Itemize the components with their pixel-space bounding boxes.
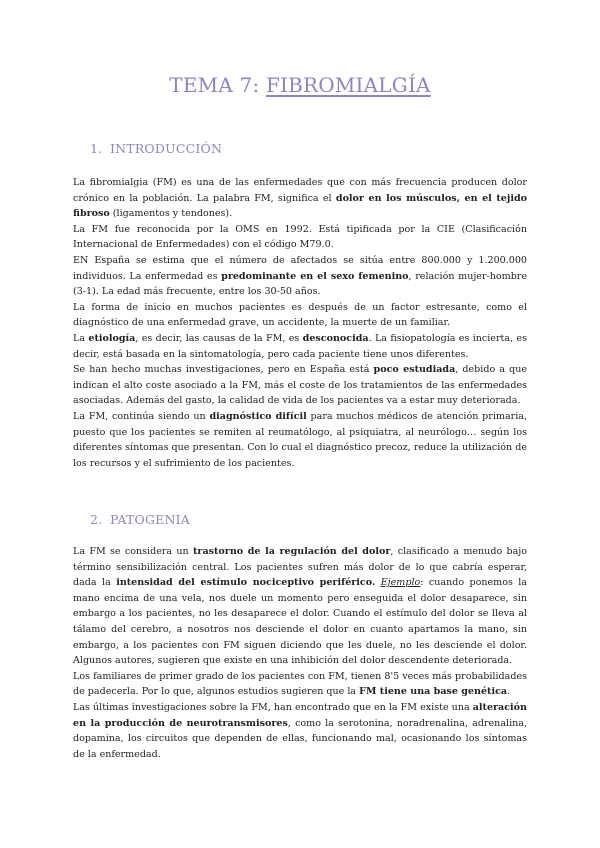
section-heading-introduccion (90, 141, 222, 156)
text-run: La fibromialgia (FM) es una de las enfermedades que con más frecuencia producen dolor crónico en la población. La palabra FM, significa el (73, 177, 527, 204)
bold-text: trastorno de la regulación del dolor (193, 546, 391, 557)
bold-text: FM tiene una base genética (359, 686, 508, 698)
italic-text: Ejemplo (380, 577, 421, 589)
title-prefix: TEMA 7: (169, 73, 266, 97)
text-run: La FM se considera un (73, 546, 194, 557)
title-main: FIBROMIALGÍA (265, 73, 431, 97)
text-run: . (507, 686, 511, 698)
section-heading-patogenia (90, 512, 190, 527)
paragraph (73, 409, 527, 471)
bold-text: etiología (88, 332, 136, 344)
text-run: La forma de inicio en muchos pacientes es después de un factor estresante, como el diagnóstico de una enfermedad grave, un accidente, la muerte de un familiar. (73, 301, 527, 329)
section-number: 2. (90, 512, 103, 527)
bold-text: predominante en el sexo femenino (221, 270, 409, 282)
bold-text: diagnóstico difícil (209, 410, 307, 422)
paragraph (73, 700, 527, 762)
text-run: . La fisiopatología es incierta, es decir, está basada en la sintomatología, pero cada paciente tiene unos diferentes. (73, 332, 527, 360)
section-title: INTRODUCCIÓN (110, 141, 223, 156)
bold-text: poco estudiada (373, 364, 456, 376)
paragraph (73, 175, 527, 222)
text-run: Las últimas investigaciones sobre la FM, han encontrado que en la FM existe una (73, 701, 473, 713)
section-number: 1. (90, 141, 103, 156)
section-title: PATOGENIA (110, 512, 191, 527)
text-run: Los familiares de primer grado de los pacientes con FM, tienen 8'5 veces más probabilidades de padecerla. Por lo que, algunos estudios sugieren que la (73, 670, 527, 698)
paragraph (73, 300, 527, 331)
text-run: La (73, 332, 89, 344)
text-run: , es decir, las causas de la FM, es (135, 332, 303, 344)
text-run: , debido a que indican el alto coste asociado a la FM, más el coste de los tratamientos de las enfermedades asociadas. Además del gasto, la calidad de vida de los pacientes va a estar muy deteriorada. (73, 364, 527, 407)
section-body-introduccion (73, 175, 527, 471)
document-title (0, 73, 600, 97)
text-run: , clasificado a menudo bajo término sensibilización central. Los pacientes sufren más dolor de lo que cabría esperar, dada la (73, 546, 528, 589)
bold-text: dolor en los músculos, en el tejido fibroso (73, 192, 527, 220)
text-run: para muchos médicos de atención primaria, puesto que los pacientes se remiten al reumatólogo, al psiquiatra, al neurólogo… según los diferentes síntomas que presentan. Con lo cual el diagnóstico precoz, reduce la utilización de los recursos y el sufrimiento de los pacientes. (73, 410, 527, 469)
text-run: EN España se estima que el número de afectados se sitúa entre 800.000 y 1.200.000 individuos. La enfermedad es (73, 254, 527, 282)
text-run: Se han hecho muchas investigaciones, pero en España está (73, 364, 374, 376)
text-run: , relación mujer-hombre (3-1). La edad más frecuente, entre los 30-50 años. (73, 270, 528, 298)
bold-text: desconocida (302, 332, 369, 344)
section-body-patogenia (73, 544, 527, 762)
paragraph (73, 253, 527, 300)
text-run: , como la serotonina, noradrenalina, adrenalina, dopamina, los circuitos que dependen de ellas, funcionando mal, ocasionando los síntomas de la enfermedad. (73, 717, 527, 760)
paragraph (73, 544, 527, 669)
paragraph (73, 222, 527, 253)
paragraph (73, 669, 527, 700)
text-run: La FM, continúa siendo un (73, 410, 210, 422)
text-run: La FM fue reconocida por la OMS en 1992. Está tipificada por la CIE (Clasificación Internacional de Enfermedades) con el código M79.0. (73, 223, 527, 251)
bold-text: alteración en la producción de neurotransmisores (73, 701, 527, 729)
bold-text: intensidad del estímulo nociceptivo periférico. (116, 577, 376, 589)
text-run: (ligamentos y tendones). (109, 208, 233, 220)
text-run: : cuando ponemos la mano encima de una vela, nos duele un momento pero enseguida el dolor desaparece, sin embargo a los pacientes, no les desaparece el dolor. Cuando el estímulo del dolor se lleva al tálamo del cerebro, a nosotros nos desciende el dolor en cuanto apartamos la mano, sin embargo, a los pacientes con FM siguen diciendo que les duele, no les desciende el dolor. Algunos autores, sugieren que existe en una inhibición del dolor descendente deteriorada. (73, 577, 528, 667)
paragraph (73, 331, 527, 362)
paragraph (73, 362, 527, 409)
